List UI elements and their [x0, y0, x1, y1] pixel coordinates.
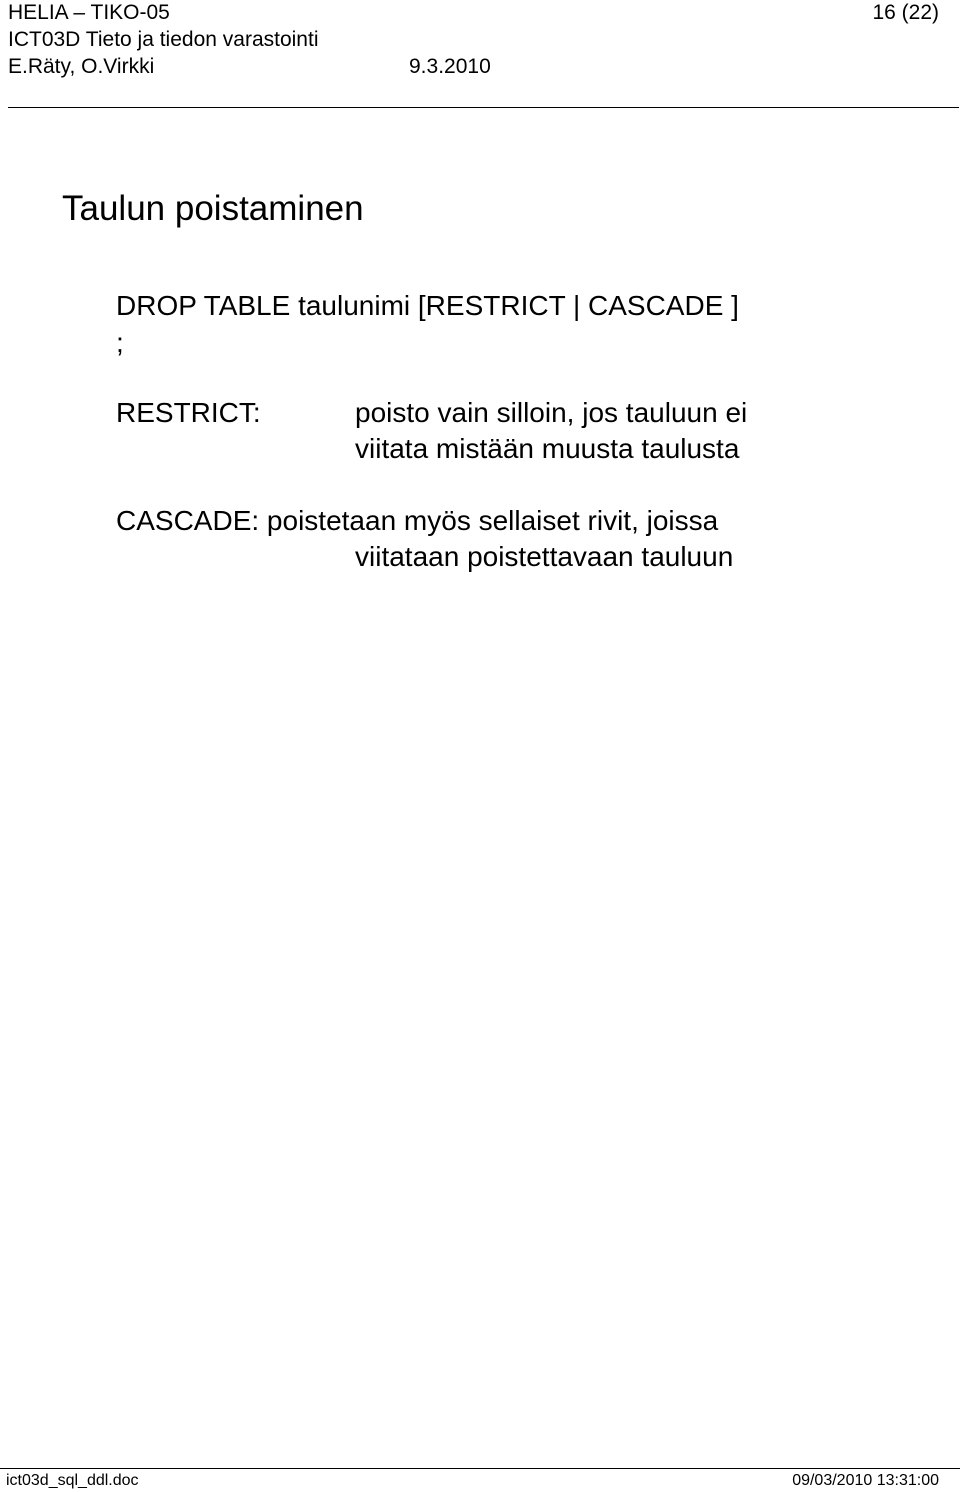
- cascade-definition-line-2: viitataan poistettavaan tauluun: [355, 541, 734, 572]
- restrict-term: RESTRICT:: [116, 397, 261, 428]
- syntax-terminator: ;: [116, 327, 124, 358]
- header-org: HELIA – TIKO-05: [8, 1, 170, 24]
- section-title: Taulun poistaminen: [62, 189, 364, 228]
- footer-filename: ict03d_sql_ddl.doc: [6, 1472, 139, 1489]
- restrict-description-line-2: viitata mistään muusta taulusta: [355, 433, 740, 464]
- header-authors: E.Räty, O.Virkki: [8, 55, 155, 78]
- footer-timestamp: 09/03/2010 13:31:00: [792, 1472, 939, 1489]
- header-divider: [8, 107, 959, 108]
- page-number: 16 (22): [872, 1, 939, 24]
- restrict-description-line-1: poisto vain silloin, jos tauluun ei: [355, 397, 748, 428]
- syntax-line: DROP TABLE taulunimi [RESTRICT | CASCADE ]: [116, 290, 739, 321]
- cascade-definition-line-1: CASCADE: poistetaan myös sellaiset rivit, joissa: [116, 505, 719, 536]
- header-course: ICT03D Tieto ja tiedon varastointi: [8, 28, 319, 51]
- footer-divider: [0, 1468, 960, 1469]
- header-date: 9.3.2010: [409, 55, 491, 78]
